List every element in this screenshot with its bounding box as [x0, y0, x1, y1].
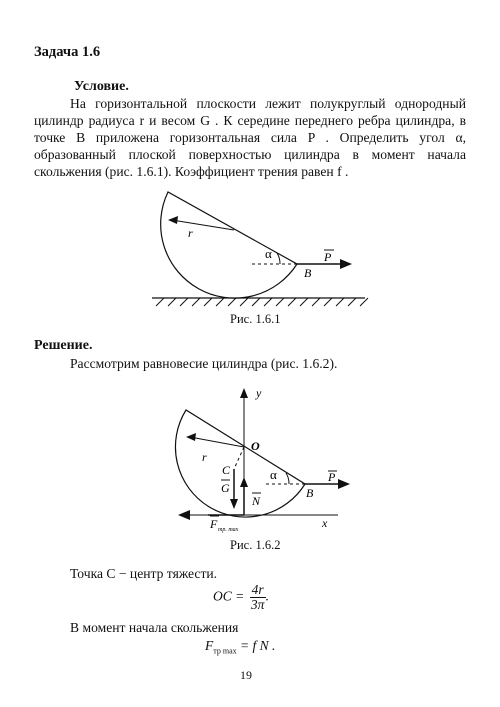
label-c: C	[222, 463, 231, 477]
solution-heading: Решение.	[34, 338, 93, 353]
force-n-arrowhead	[240, 477, 248, 487]
figure-1-6-1	[140, 180, 380, 315]
friction-arrowhead	[178, 510, 190, 520]
point-c-text: Точка C − центр тяжести.	[70, 566, 218, 581]
page-number: 19	[240, 668, 252, 682]
ground-hatching	[156, 298, 368, 306]
oc-fraction	[250, 583, 266, 612]
label-r: r	[188, 226, 193, 240]
force-g-arrowhead	[230, 499, 238, 509]
radius-arrowhead	[168, 216, 178, 224]
friction-sub: тр max	[213, 646, 237, 656]
radius-line-2	[190, 437, 244, 447]
solution-text: Рассмотрим равновесие цилиндра (рис. 1.6.2).	[70, 356, 338, 371]
label-o: O	[251, 439, 260, 453]
friction-formula	[205, 638, 275, 656]
friction-f: F	[205, 638, 214, 653]
angle-arc-2	[286, 473, 289, 484]
oc-numerator: 4r	[251, 582, 264, 597]
condition-heading: Условие.	[74, 79, 129, 94]
caption-fig-2: Рис. 1.6.2	[230, 538, 281, 552]
label-alpha-2: α	[270, 467, 277, 482]
label-b: B	[304, 266, 312, 280]
oc-denominator: 3π	[250, 597, 265, 612]
figure-1-6-2	[170, 385, 360, 535]
label-r-2: r	[202, 450, 207, 464]
y-arrowhead	[240, 388, 248, 398]
dashed-oc	[234, 447, 244, 469]
caption-fig-1: Рис. 1.6.1	[230, 312, 281, 326]
label-f: F	[210, 517, 218, 531]
cylinder-semicircle-2	[175, 410, 305, 517]
condition-text	[34, 95, 466, 180]
oc-lhs: OC =	[213, 588, 245, 604]
cylinder-semicircle	[161, 192, 297, 298]
label-alpha: α	[265, 246, 272, 261]
oc-formula: OC = $\frac{4r}{3\pi}$ .	[213, 582, 270, 612]
label-y: y	[256, 386, 262, 400]
label-f-sub: тр. max	[218, 527, 239, 533]
label-b-2: B	[306, 486, 314, 500]
force-p-arrowhead-2	[338, 479, 350, 489]
force-p-arrowhead	[340, 259, 352, 269]
label-x: x	[322, 516, 328, 530]
condition-body: На горизонтальной плоскости лежит полукруглый однородный цилиндр радиуса r и весом G . К середине переднего ребра цилиндра, в точке B приложена горизонтальная сила P . Определить угол α, образованный плоской поверхностью цилиндра в момент начала скольжения (рис. 1.6.1). Коэффициент трения равен f .	[34, 96, 466, 179]
radius-line	[172, 220, 234, 230]
problem-title: Задача 1.6	[34, 44, 101, 60]
slip-text: В момент начала скольжения	[70, 620, 239, 635]
label-g: G	[221, 481, 230, 495]
radius-arrowhead-2	[186, 433, 196, 441]
label-p: P	[324, 250, 332, 264]
label-n: N	[252, 494, 261, 508]
label-p-2: P	[328, 470, 336, 484]
friction-rhs: = f N .	[240, 638, 276, 653]
